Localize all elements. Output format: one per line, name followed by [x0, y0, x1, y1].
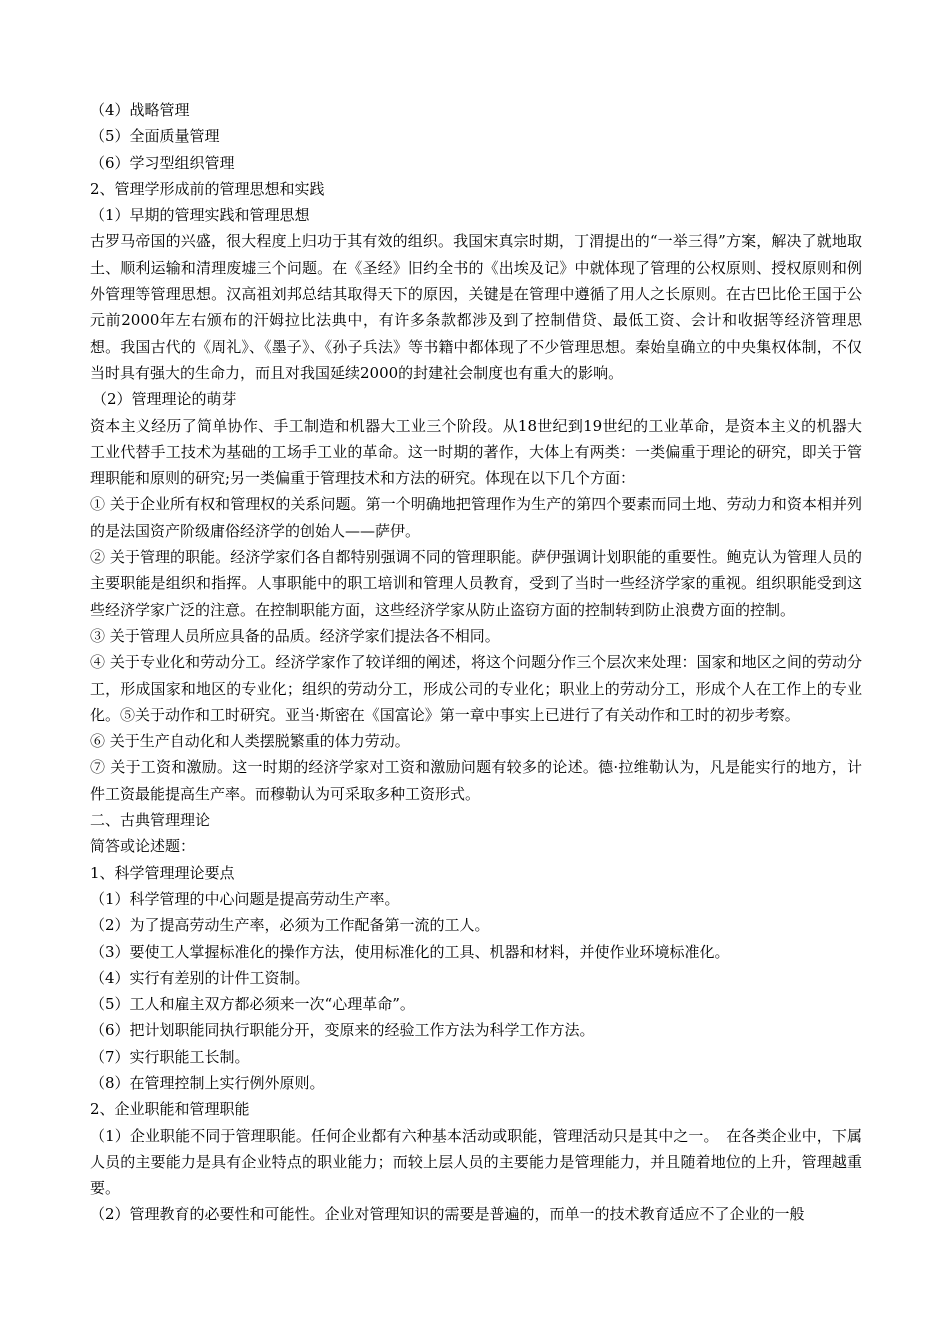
document-page: [90, 97, 862, 1228]
list-item: （6）把计划职能同执行职能分开，变原来的经验工作方法为科学工作方法。: [90, 1021, 595, 1040]
subsection-heading: 1、科学管理理论要点: [90, 863, 235, 882]
section-heading: 二、古典管理理论: [90, 811, 211, 830]
list-item: （4）战略管理: [90, 101, 190, 119]
paragraph: （2）管理教育的必要性和可能性。企业对管理知识的需要是普遍的，而单一的技术教育适应不了企业的一般: [90, 1205, 805, 1224]
list-item: （5）全面质量管理: [90, 127, 220, 146]
subsection-heading: （1）早期的管理实践和管理思想: [90, 206, 310, 225]
paragraph: 资本主义经历了简单协作、手工制造和机器大工业三个阶段。从18世纪到19世纪的工业革命，是资本主义的机器大工业代替手工技术为基础的工场手工业的革命。这一时期的著作，大体上有两类：一类偏重于理论的研究，即关于管理职能和原则的研究;另一类偏重于管理技术和方法的研究。体现在以下几个方面：: [90, 416, 862, 488]
list-item: （3）要使工人掌握标准化的操作方法，使用标准化的工具、机器和材料，并使作业环境标准化。: [90, 942, 730, 961]
numbered-paragraph: ⑦ 关于工资和激励。这一时期的经济学家对工资和激励问题有较多的论述。德·拉维勒认为，凡是能实行的地方，计件工资最能提高生产率。而穆勒认为可采取多种工资形式。: [90, 758, 862, 803]
list-item: （1）科学管理的中心问题是提高劳动生产率。: [90, 889, 400, 908]
numbered-paragraph: ① 关于企业所有权和管理权的关系问题。第一个明确地把管理作为生产的第四个要素而同土地、劳动力和资本相并列的是法国资产阶级庸俗经济学的创始人——萨伊。: [90, 495, 862, 540]
numbered-paragraph: ② 关于管理的职能。经济学家们各自都特别强调不同的管理职能。萨伊强调计划职能的重要性。鲍克认为管理人员的主要职能是组织和指挥。人事职能中的职工培训和管理人员教育，受到了当时一些经济学家的重视。组织职能受到这些经济学家广泛的注意。在控制职能方面，这些经济学家从防止盗窃方面的控制转到防止浪费方面的控制。: [90, 548, 862, 619]
list-item: （4）实行有差别的计件工资制。: [90, 968, 310, 987]
list-item: （2）为了提高劳动生产率，必须为工作配备第一流的工人。: [90, 916, 490, 935]
numbered-paragraph: ⑥ 关于生产自动化和人类摆脱繁重的体力劳动。: [90, 732, 410, 751]
numbered-paragraph: ③ 关于管理人员所应具备的品质。经济学家们提法各不相同。: [90, 626, 500, 645]
list-item: （6）学习型组织管理: [90, 153, 235, 172]
subsection-heading: 2、企业职能和管理职能: [90, 1100, 250, 1119]
list-item: （5）工人和雇主双方都必须来一次“心理革命”。: [90, 995, 415, 1014]
paragraph: （1）企业职能不同于管理职能。任何企业都有六种基本活动或职能，管理活动只是其中之一。 在各类企业中，下属人员的主要能力是具有企业特点的职业能力；而较上层人员的主要能力是管理能力，并且随着地位的上升，管理越重要。: [90, 1126, 862, 1198]
section-heading: 2、管理学形成前的管理思想和实践: [90, 179, 325, 198]
list-item: （8）在管理控制上实行例外原则。: [90, 1073, 325, 1092]
list-item: （7）实行职能工长制。: [90, 1047, 250, 1066]
question-type-label: 简答或论述题：: [90, 837, 196, 856]
subsection-heading: （2）管理理论的萌芽: [92, 390, 237, 409]
paragraph: 古罗马帝国的兴盛，很大程度上归功于其有效的组织。我国宋真宗时期，丁渭提出的“一举三得”方案，解决了就地取土、顺利运输和清理废墟三个问题。在《圣经》旧约全书的《出埃及记》中就体现了管理的公权原则、授权原则和例外管理等管理思想。汉高祖刘邦总结其取得天下的原因，关键是在管理中遵循了用人之长原则。在古巴比伦王国于公元前2000年左右颁布的汗姆拉比法典中，有许多条款都涉及到了控制借贷、最低工资、会计和收据等经济管理思想。我国古代的《周礼》、《墨子》、《孙子兵法》等书籍中都体现了不少管理思想。秦始皇确立的中央集权体制，不仅当时具有强大的生命力，而且对我国延续2000的封建社会制度也有重大的影响。: [90, 232, 862, 382]
numbered-paragraph: ④ 关于专业化和劳动分工。经济学家作了较详细的阐述，将这个问题分作三个层次来处理：国家和地区之间的劳动分工，形成国家和地区的专业化；组织的劳动分工，形成公司的专业化；职业上的劳动分工，形成个人在工作上的专业化。⑤关于动作和工时研究。亚当·斯密在《国富论》第一章中事实上已进行了有关动作和工时的初步考察。: [90, 653, 862, 724]
